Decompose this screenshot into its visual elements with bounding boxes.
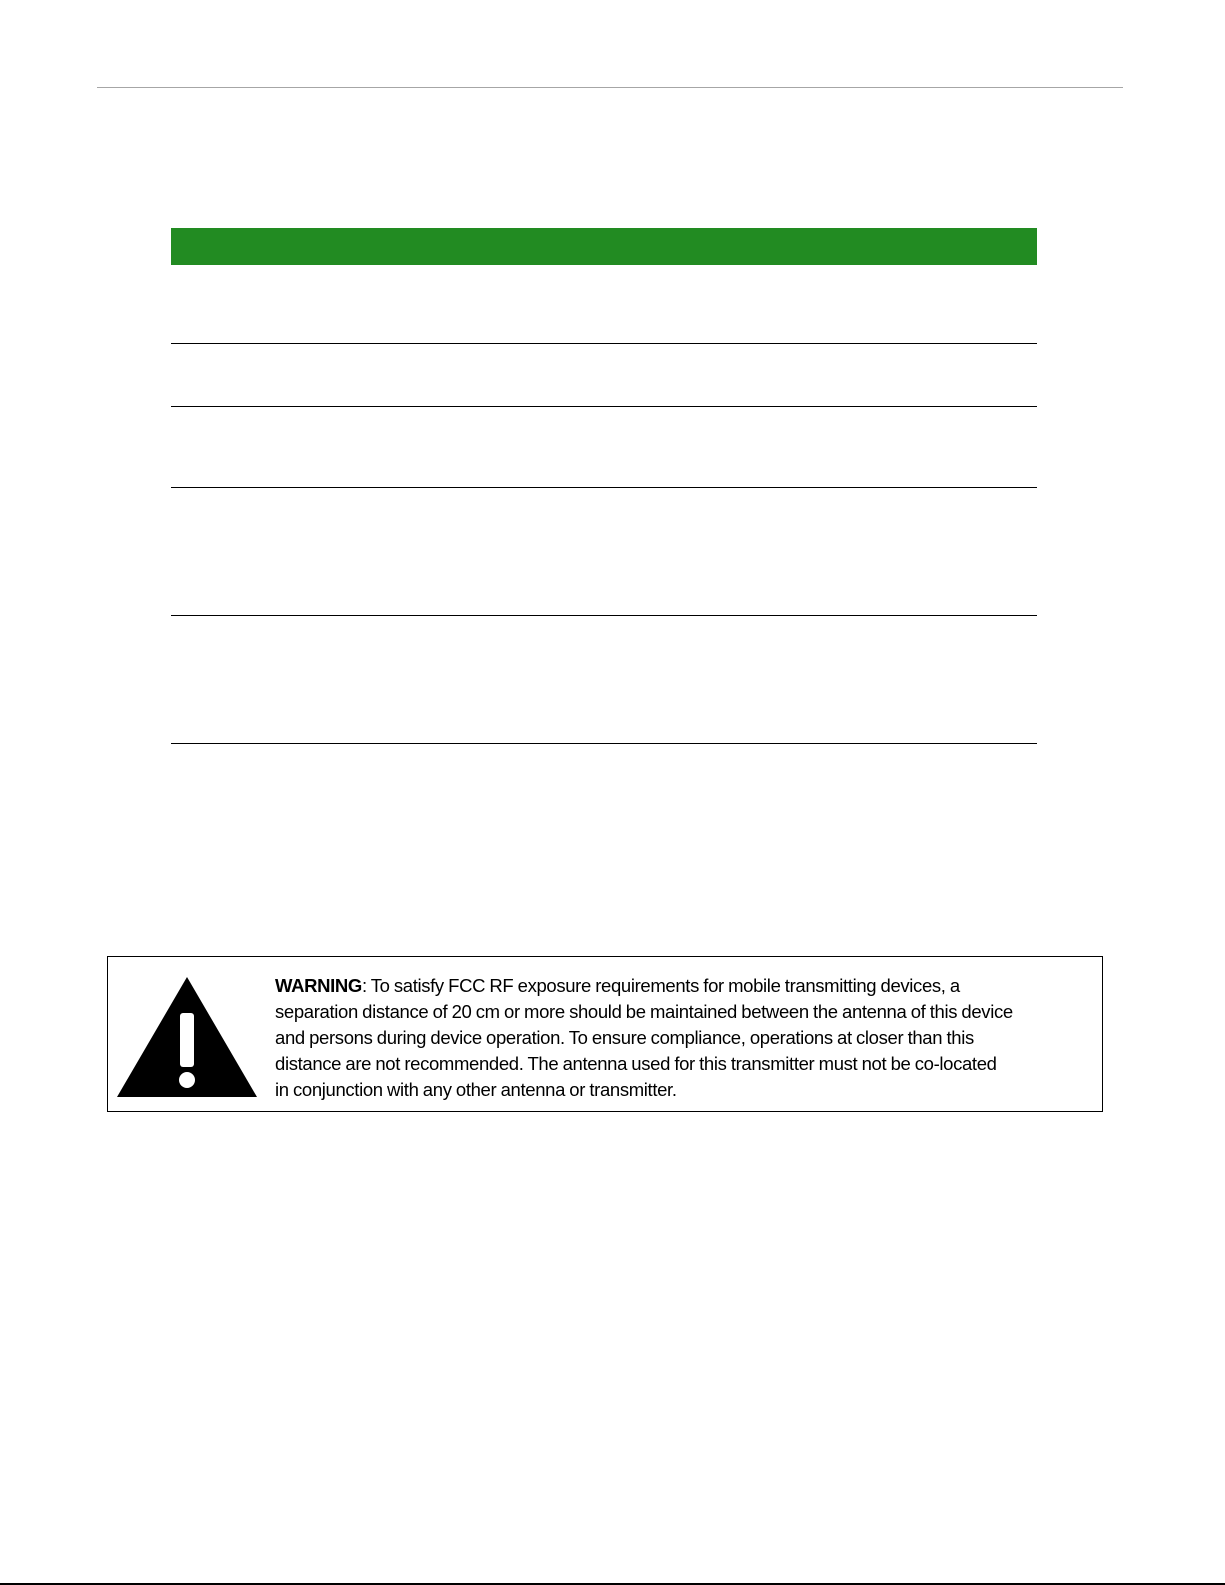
warning-line: distance are not recommended. The antenna used for this transmitter must not be co-located: [275, 1053, 997, 1074]
spec-table: [171, 228, 1037, 744]
table-header-bar: [171, 228, 1037, 265]
table-row: [171, 265, 1037, 344]
warning-triangle-icon: [114, 973, 260, 1101]
warning-box: [107, 956, 1103, 1112]
table-row: [171, 616, 1037, 744]
warning-line: separation distance of 20 cm or more should be maintained between the antenna of this device: [275, 1001, 1013, 1022]
table-row: [171, 488, 1037, 616]
table-row: [171, 344, 1037, 407]
warning-line: in conjunction with any other antenna or transmitter.: [275, 1079, 677, 1100]
warning-label: WARNING: [275, 975, 362, 996]
warning-line: To satisfy FCC RF exposure requirements for mobile transmitting devices, a: [366, 975, 960, 996]
warning-line: and persons during device operation. To ensure compliance, operations at closer than this: [275, 1027, 974, 1048]
table-row: [171, 407, 1037, 488]
page-header-rule: [97, 87, 1123, 88]
warning-separator: :: [361, 975, 367, 996]
warning-text: [275, 973, 1097, 1103]
